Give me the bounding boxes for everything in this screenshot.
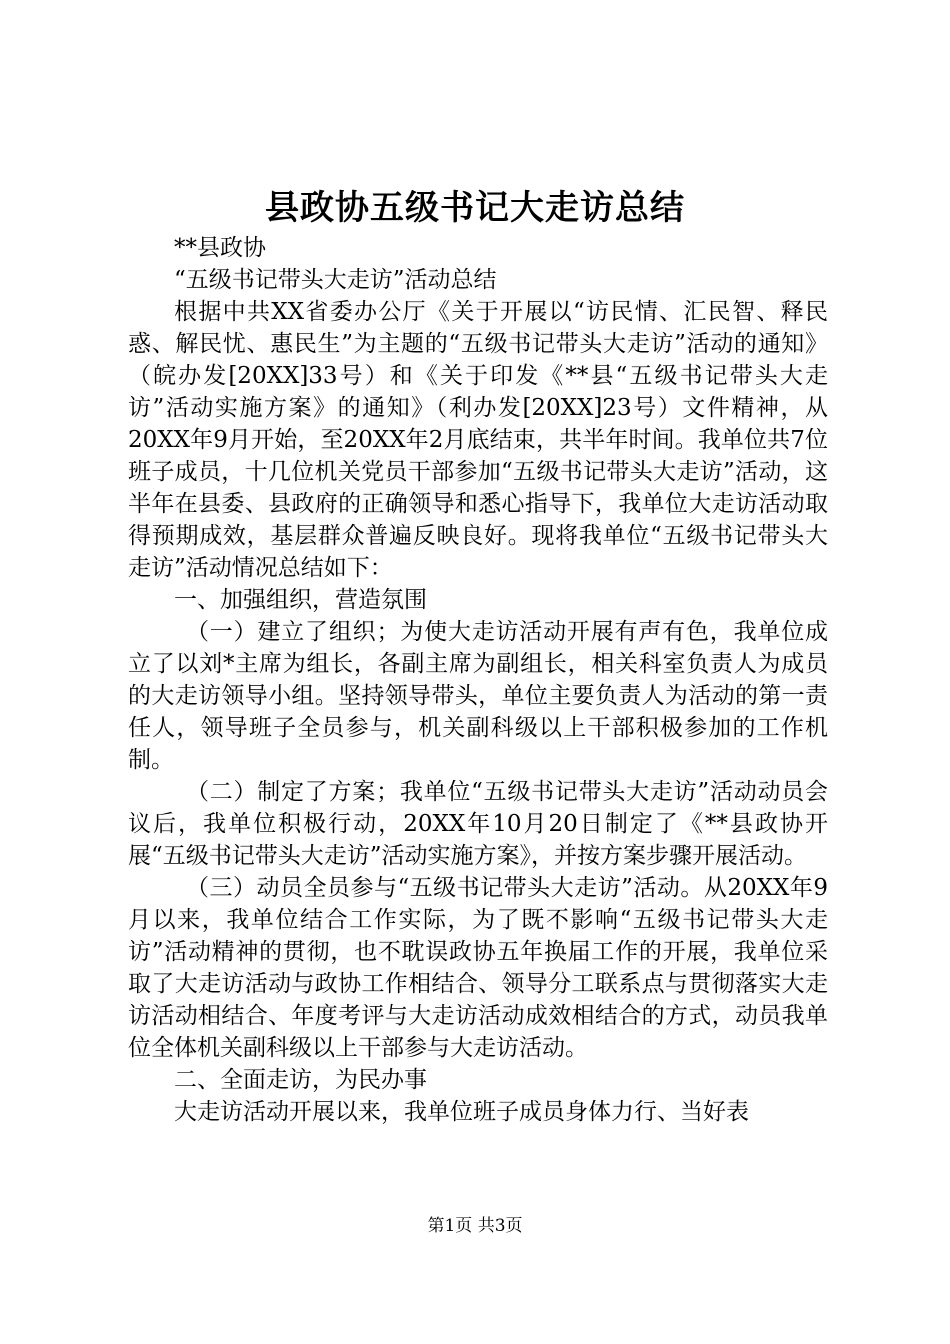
subsection-paragraph-2: （二）制定了方案；我单位“五级书记带头大走访”活动动员会议后，我单位积极行动，20XX年10月20日制定了《**县政协开展“五级书记带头大走访”活动实施方案》，并按方案步骤开展活动。	[128, 779, 828, 869]
section-heading-1: 一、加强组织，营造氛围	[174, 587, 427, 613]
issuer-line: **县政协	[174, 235, 266, 261]
section-2-paragraph: 大走访活动开展以来，我单位班子成员身体力行、当好表	[174, 1099, 749, 1125]
document-title: 县政协五级书记大走访总结	[265, 188, 685, 228]
page-number-footer: 第1页 共3页	[427, 1216, 523, 1236]
subsection-paragraph-1: （一）建立了组织；为使大走访活动开展有声有色，我单位成立了以刘*主席为组长，各副主席为副组长，相关科室负责人为成员的大走访领导小组。坚持领导带头，单位主要负责人为活动的第一责任人，领导班子全员参与，机关副科级以上干部积极参加的工作机制。	[128, 619, 828, 773]
subsection-paragraph-3: （三）动员全员参与“五级书记带头大走访”活动。从20XX年9月以来，我单位结合工作实际，为了既不影响“五级书记带头大走访”活动精神的贯彻，也不耽误政协五年换届工作的开展，我单位采取了大走访活动与政协工作相结合、领导分工联系点与贯彻落实大走访活动相结合、年度考评与大走访活动成效相结合的方式，动员我单位全体机关副科级以上干部参与大走访活动。	[128, 875, 828, 1061]
section-heading-2: 二、全面走访，为民办事	[174, 1067, 427, 1093]
intro-paragraph: 根据中共XX省委办公厅《关于开展以“访民情、汇民智、释民惑、解民忧、惠民生”为主题的“五级书记带头大走访”活动的通知》（皖办发[20XX]33号）和《关于印发《**县“五级书记带头大走访”活动实施方案》的通知》（利办发[20XX]23号）文件精神，从20XX年9月开始，至20XX年2月底结束，共半年时间。我单位共7位班子成员，十几位机关党员干部参加“五级书记带头大走访”活动，这半年在县委、县政府的正确领导和悉心指导下，我单位大走访活动取得预期成效，基层群众普遍反映良好。现将我单位“五级书记带头大走访”活动情况总结如下：	[128, 299, 828, 581]
document-body	[128, 232, 828, 1128]
subtitle-line: “五级书记带头大走访”活动总结	[174, 267, 497, 293]
